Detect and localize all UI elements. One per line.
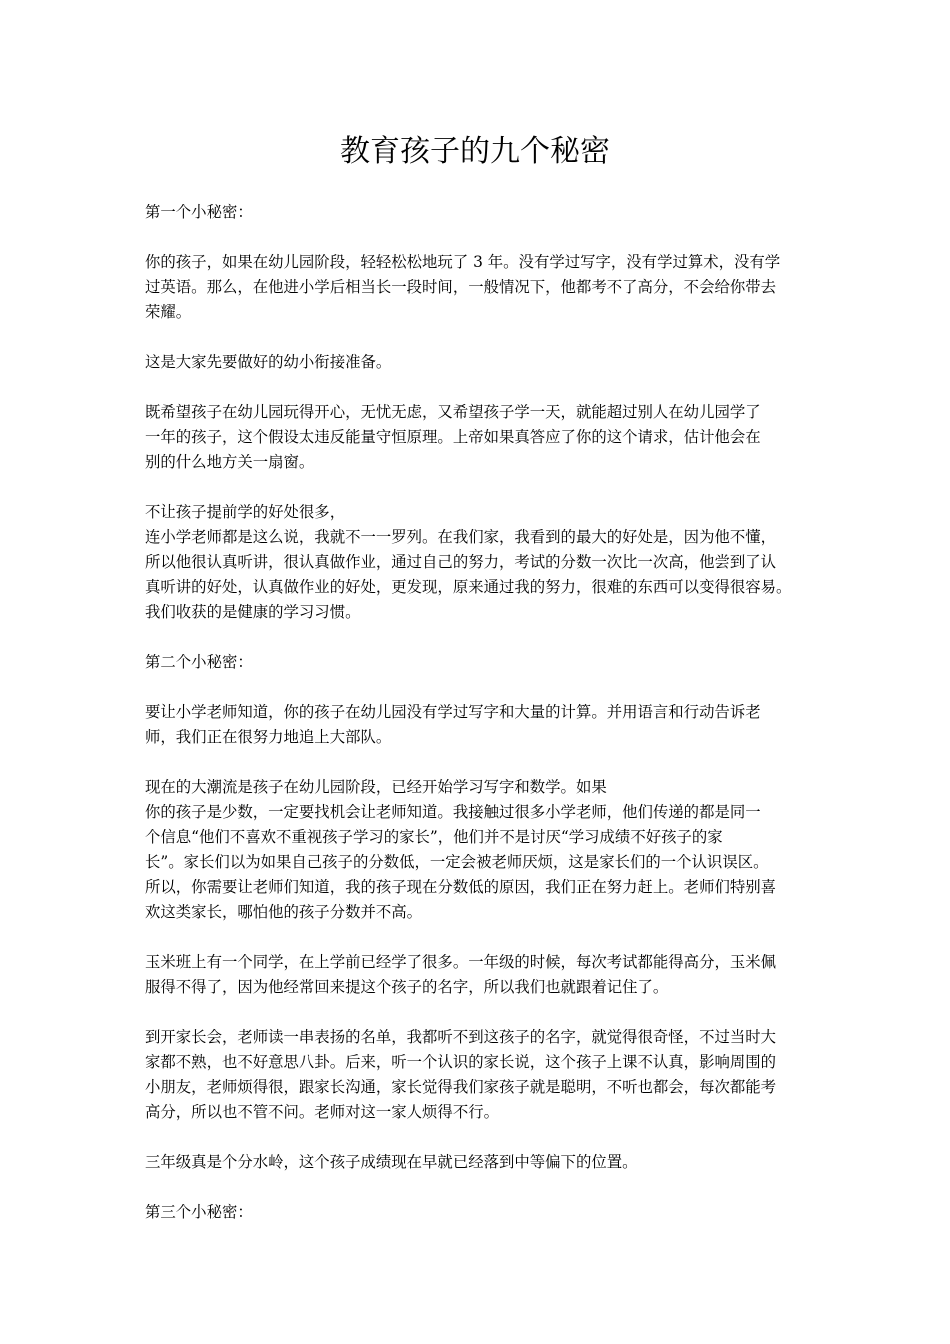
text-line: 你的孩子，如果在幼儿园阶段，轻轻松松地玩了 3 年。没有学过写字，没有学过算术，没有学 bbox=[145, 253, 781, 271]
text-line: 所以他很认真听讲，很认真做作业，通过自己的努力，考试的分数一次比一次高，他尝到了认 bbox=[145, 553, 777, 571]
text-line: 现在的大潮流是孩子在幼儿园阶段，已经开始学习写字和数学。如果 bbox=[145, 778, 607, 796]
text-line: 玉米班上有一个同学，在上学前已经学了很多。一年级的时候，每次考试都能得高分，玉米佩 bbox=[145, 953, 777, 971]
text-line: 所以，你需要让老师们知道，我的孩子现在分数低的原因，我们正在努力赶上。老师们特别喜 bbox=[145, 878, 777, 896]
text-line: 别的什么地方关一扇窗。 bbox=[145, 453, 315, 471]
text-line: 既希望孩子在幼儿园玩得开心，无忧无虑，又希望孩子学一天，就能超过别人在幼儿园学了 bbox=[145, 403, 761, 421]
text-line: 第二个小秘密： bbox=[145, 653, 253, 671]
text-line: 一年的孩子，这个假设太违反能量守恒原理。上帝如果真答应了你的这个请求，估计他会在 bbox=[145, 428, 761, 446]
paragraph bbox=[145, 500, 825, 625]
paragraph bbox=[145, 700, 825, 750]
text-line: 长”。家长们以为如果自己孩子的分数低，一定会被老师厌烦，这是家长们的一个认识误区。 bbox=[145, 853, 769, 871]
text-line: 师，我们正在很努力地追上大部队。 bbox=[145, 728, 392, 746]
paragraph bbox=[145, 1200, 825, 1225]
text-line: 高分，所以也不管不问。老师对这一家人烦得不行。 bbox=[145, 1103, 499, 1121]
text-line: 家都不熟，也不好意思八卦。后来，听一个认识的家长说，这个孩子上课不认真，影响周围的 bbox=[145, 1053, 777, 1071]
paragraph bbox=[145, 1025, 825, 1125]
document-title: 教育孩子的九个秘密 bbox=[340, 134, 610, 169]
paragraph bbox=[145, 400, 825, 475]
text-line: 小朋友，老师烦得很，跟家长沟通，家长觉得我们家孩子就是聪明，不听也都会，每次都能考 bbox=[145, 1078, 777, 1096]
text-line: 服得不得了，因为他经常回来提这个孩子的名字，所以我们也就跟着记住了。 bbox=[145, 978, 669, 996]
text-line: 欢这类家长，哪怕他的孩子分数并不高。 bbox=[145, 903, 423, 921]
paragraph bbox=[145, 950, 825, 1000]
text-line: 我们收获的是健康的学习习惯。 bbox=[145, 603, 361, 621]
text-line: 你的孩子是少数，一定要找机会让老师知道。我接触过很多小学老师，他们传递的都是同一 bbox=[145, 803, 761, 821]
text-line: 三年级真是个分水岭，这个孩子成绩现在早就已经落到中等偏下的位置。 bbox=[145, 1153, 638, 1171]
text-line: 真听讲的好处，认真做作业的好处，更发现，原来通过我的努力，很难的东西可以变得很容易。 bbox=[145, 578, 792, 596]
text-line: 过英语。那么，在他进小学后相当长一段时间，一般情况下，他都考不了高分，不会给你带去 bbox=[145, 278, 777, 296]
text-line: 个信息“他们不喜欢不重视孩子学习的家长”，他们并不是讨厌“学习成绩不好孩子的家 bbox=[145, 828, 723, 846]
paragraph bbox=[145, 1150, 825, 1175]
paragraph bbox=[145, 350, 825, 375]
text-line: 第一个小秘密： bbox=[145, 203, 253, 221]
text-line: 连小学老师都是这么说，我就不一一罗列。在我们家，我看到的最大的好处是，因为他不懂， bbox=[145, 528, 777, 546]
document-body bbox=[145, 200, 825, 1250]
text-line: 第三个小秘密： bbox=[145, 1203, 253, 1221]
text-line: 不让孩子提前学的好处很多， bbox=[145, 503, 346, 521]
text-line: 要让小学老师知道，你的孩子在幼儿园没有学过写字和大量的计算。并用语言和行动告诉老 bbox=[145, 703, 761, 721]
paragraph bbox=[145, 200, 825, 225]
text-line: 这是大家先要做好的幼小衔接准备。 bbox=[145, 353, 392, 371]
text-line: 到开家长会，老师读一串表扬的名单，我都听不到这孩子的名字，就觉得很奇怪，不过当时大 bbox=[145, 1028, 777, 1046]
paragraph bbox=[145, 650, 825, 675]
paragraph bbox=[145, 775, 825, 925]
text-line: 荣耀。 bbox=[145, 303, 192, 321]
paragraph bbox=[145, 250, 825, 325]
